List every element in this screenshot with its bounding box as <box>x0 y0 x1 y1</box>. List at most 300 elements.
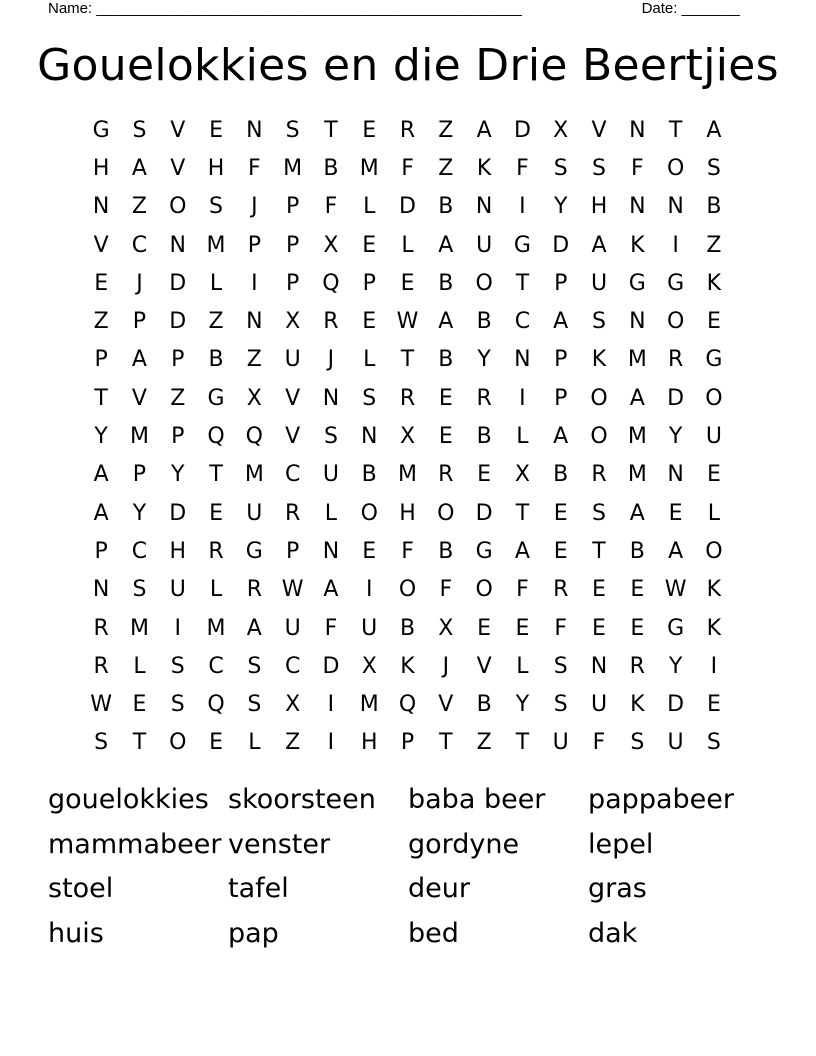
word-list-item: baba beer <box>408 784 546 815</box>
grid-letter[interactable]: E <box>362 232 377 258</box>
grid-letter[interactable]: S <box>170 692 185 718</box>
grid-letter[interactable]: E <box>630 577 645 603</box>
grid-letter[interactable]: L <box>209 577 223 603</box>
grid-letter[interactable]: C <box>131 232 148 258</box>
grid-letter[interactable]: V <box>476 653 492 679</box>
grid-letter[interactable]: O <box>590 385 608 411</box>
word-list <box>48 778 768 956</box>
grid-letter[interactable]: T <box>515 730 530 756</box>
grid-letter[interactable]: F <box>439 577 453 603</box>
grid-letter[interactable]: E <box>592 577 606 603</box>
grid-letter[interactable]: P <box>554 347 568 373</box>
grid-letter[interactable]: G <box>245 538 263 564</box>
grid-letter[interactable]: T <box>132 730 147 756</box>
grid-letter[interactable]: X <box>553 117 569 143</box>
grid-letter[interactable]: L <box>324 500 338 526</box>
grid-letter[interactable]: E <box>553 500 568 526</box>
grid-letter[interactable]: A <box>553 309 569 335</box>
grid-letter[interactable]: G <box>475 538 493 564</box>
grid-letter[interactable]: E <box>438 424 453 450</box>
grid-letter[interactable]: N <box>360 424 378 450</box>
grid-letter[interactable]: S <box>132 117 147 143</box>
grid-letter[interactable]: E <box>477 615 492 641</box>
grid-letter[interactable]: E <box>362 538 377 564</box>
grid-letter[interactable]: U <box>361 615 378 641</box>
grid-letter[interactable]: T <box>668 117 683 143</box>
grid-letter[interactable]: Y <box>171 462 185 488</box>
grid-letter[interactable]: A <box>438 309 454 335</box>
grid-letter[interactable]: E <box>706 309 721 335</box>
grid-letter[interactable]: S <box>592 500 606 526</box>
grid-letter[interactable]: A <box>476 117 492 143</box>
grid-letter[interactable]: U <box>246 500 263 526</box>
grid-letter[interactable]: R <box>629 653 645 679</box>
grid-letter[interactable]: S <box>247 653 262 679</box>
grid-letter[interactable]: G <box>628 270 646 296</box>
grid-letter[interactable]: E <box>668 500 683 526</box>
grid-letter[interactable]: W <box>396 309 419 335</box>
grid-letter[interactable]: A <box>93 500 109 526</box>
grid-letter[interactable]: L <box>363 194 376 220</box>
grid-letter[interactable]: X <box>361 653 377 679</box>
grid-letter[interactable]: L <box>248 730 261 756</box>
grid-letter[interactable]: L <box>707 500 721 526</box>
grid-letter[interactable]: G <box>705 347 723 373</box>
grid-letter[interactable]: P <box>285 194 300 220</box>
grid-letter[interactable]: R <box>93 615 109 641</box>
grid-letter[interactable]: E <box>209 500 223 526</box>
grid-letter[interactable]: U <box>552 730 569 756</box>
grid-letter[interactable]: M <box>129 424 149 450</box>
grid-letter[interactable]: U <box>169 577 186 603</box>
word-search-grid <box>82 111 733 762</box>
grid-letter[interactable]: M <box>627 347 647 373</box>
grid-letter[interactable]: S <box>630 730 645 756</box>
grid-letter[interactable]: P <box>285 538 300 564</box>
grid-letter[interactable]: D <box>667 692 685 718</box>
grid-letter[interactable]: K <box>630 232 645 258</box>
grid-letter[interactable]: F <box>516 155 529 181</box>
grid-letter[interactable]: Y <box>553 194 568 220</box>
grid-letter[interactable]: T <box>94 385 108 411</box>
grid-letter[interactable]: U <box>590 270 608 296</box>
grid-letter[interactable]: B <box>323 155 339 181</box>
grid-letter[interactable]: P <box>94 538 108 564</box>
grid-letter[interactable]: S <box>706 155 721 181</box>
word-list-item: gordyne <box>408 828 520 860</box>
word-list-item: tafel <box>228 873 289 904</box>
grid-letter[interactable]: T <box>400 347 415 373</box>
grid-letter[interactable]: B <box>438 347 454 373</box>
grid-letter[interactable]: I <box>327 692 335 718</box>
grid-letter[interactable]: U <box>590 692 608 718</box>
grid-letter[interactable]: R <box>284 500 301 526</box>
grid-letter[interactable]: A <box>668 538 684 564</box>
grid-letter[interactable]: N <box>322 385 340 411</box>
grid-letter[interactable]: S <box>362 385 377 411</box>
grid-letter[interactable]: A <box>131 347 147 373</box>
grid-letter[interactable]: O <box>666 155 685 181</box>
grid-letter[interactable]: A <box>553 424 569 450</box>
grid-letter[interactable]: I <box>251 270 258 296</box>
grid-letter[interactable]: S <box>553 155 568 181</box>
grid-letter[interactable]: J <box>136 270 143 296</box>
grid-letter[interactable]: B <box>476 424 492 450</box>
grid-letter[interactable]: V <box>93 232 109 258</box>
grid-letter[interactable]: A <box>438 232 454 258</box>
grid-letter[interactable]: H <box>169 538 187 564</box>
grid-letter[interactable]: S <box>553 692 568 718</box>
grid-letter[interactable]: V <box>285 424 301 450</box>
grid-letter[interactable]: A <box>706 117 722 143</box>
grid-letter[interactable]: Z <box>438 155 454 181</box>
grid-letter[interactable]: R <box>323 309 339 335</box>
grid-letter[interactable]: N <box>590 653 608 679</box>
grid-letter[interactable]: I <box>710 653 718 679</box>
grid-letter[interactable]: O <box>705 385 723 411</box>
grid-letter[interactable]: X <box>514 462 530 488</box>
grid-letter[interactable]: R <box>438 462 454 488</box>
grid-letter[interactable]: I <box>327 730 335 756</box>
grid-letter[interactable]: G <box>513 232 531 258</box>
grid-letter[interactable]: E <box>209 730 223 756</box>
date-field-label[interactable]: Date: _______ <box>641 0 740 17</box>
grid-letter[interactable]: R <box>667 347 684 373</box>
grid-letter[interactable]: D <box>322 653 340 679</box>
grid-letter[interactable]: Z <box>476 730 492 756</box>
grid-letter[interactable]: T <box>324 117 338 143</box>
grid-letter[interactable]: X <box>323 232 339 258</box>
grid-letter[interactable]: Q <box>207 692 225 718</box>
grid-letter[interactable]: O <box>169 194 187 220</box>
grid-letter[interactable]: D <box>169 270 187 296</box>
grid-letter[interactable]: P <box>132 309 147 335</box>
grid-letter[interactable]: G <box>207 385 225 411</box>
grid-letter[interactable]: L <box>516 653 529 679</box>
grid-letter[interactable]: S <box>285 117 300 143</box>
grid-letter[interactable]: V <box>438 692 454 718</box>
grid-letter[interactable]: V <box>170 117 186 143</box>
grid-letter[interactable]: O <box>398 577 417 603</box>
grid-letter[interactable]: T <box>439 730 453 756</box>
grid-letter[interactable]: A <box>323 577 339 603</box>
grid-letter[interactable]: C <box>284 462 301 488</box>
grid-letter[interactable]: K <box>591 347 607 373</box>
grid-letter[interactable]: S <box>706 730 721 756</box>
grid-letter[interactable]: Z <box>170 385 186 411</box>
grid-letter[interactable]: O <box>437 500 455 526</box>
grid-letter[interactable]: E <box>592 615 606 641</box>
grid-letter[interactable]: O <box>169 730 187 756</box>
grid-letter[interactable]: B <box>361 462 377 488</box>
grid-letter[interactable]: K <box>706 577 722 603</box>
grid-letter[interactable]: F <box>401 538 414 564</box>
grid-letter[interactable]: Q <box>245 424 263 450</box>
grid-letter[interactable]: D <box>667 385 685 411</box>
grid-letter[interactable]: B <box>706 194 722 220</box>
grid-letter[interactable]: P <box>285 270 300 296</box>
grid-letter[interactable]: V <box>285 385 301 411</box>
grid-letter[interactable]: K <box>476 155 492 181</box>
grid-letter[interactable]: B <box>438 270 454 296</box>
grid-letter[interactable]: V <box>131 385 147 411</box>
grid-letter[interactable]: S <box>323 424 338 450</box>
grid-letter[interactable]: P <box>554 270 568 296</box>
grid-letter[interactable]: G <box>667 270 685 296</box>
grid-letter[interactable]: S <box>132 577 147 603</box>
grid-letter[interactable]: U <box>284 347 301 373</box>
grid-letter[interactable]: E <box>362 117 377 143</box>
grid-letter[interactable]: Z <box>285 730 301 756</box>
grid-letter[interactable]: D <box>513 117 531 143</box>
grid-letter[interactable]: U <box>284 615 301 641</box>
grid-letter[interactable]: D <box>475 500 493 526</box>
grid-letter[interactable]: B <box>438 194 454 220</box>
grid-letter[interactable]: G <box>667 615 685 641</box>
grid-letter[interactable]: K <box>706 270 722 296</box>
grid-letter[interactable]: P <box>94 347 108 373</box>
grid-letter[interactable]: S <box>592 309 606 335</box>
grid-letter[interactable]: C <box>208 653 224 679</box>
grid-letter[interactable]: O <box>475 270 493 296</box>
grid-letter[interactable]: R <box>399 117 416 143</box>
grid-letter[interactable]: A <box>629 385 645 411</box>
grid-letter[interactable]: L <box>133 653 146 679</box>
grid-letter[interactable]: P <box>362 270 376 296</box>
grid-letter[interactable]: I <box>672 232 679 258</box>
grid-letter[interactable]: O <box>475 577 493 603</box>
grid-letter[interactable]: C <box>514 309 531 335</box>
grid-letter[interactable]: D <box>552 232 570 258</box>
grid-letter[interactable]: Z <box>208 309 224 335</box>
grid-letter[interactable]: A <box>93 462 109 488</box>
grid-letter[interactable]: E <box>94 270 109 296</box>
grid-letter[interactable]: B <box>399 615 416 641</box>
grid-letter[interactable]: T <box>209 462 223 488</box>
grid-letter[interactable]: Z <box>93 309 109 335</box>
grid-letter[interactable]: E <box>477 462 492 488</box>
grid-letter[interactable]: L <box>363 347 376 373</box>
word-list-item: venster <box>228 828 331 860</box>
grid-letter[interactable]: R <box>246 577 262 603</box>
grid-letter[interactable]: S <box>209 194 224 220</box>
grid-letter[interactable]: N <box>246 117 263 143</box>
grid-letter[interactable]: U <box>476 232 493 258</box>
grid-letter[interactable]: G <box>92 117 110 143</box>
grid-letter[interactable]: A <box>514 538 530 564</box>
grid-letter[interactable]: H <box>590 194 608 220</box>
grid-letter[interactable]: Q <box>398 692 417 718</box>
grid-letter[interactable]: F <box>248 155 261 181</box>
grid-letter[interactable]: S <box>247 692 262 718</box>
grid-letter[interactable]: X <box>285 692 301 718</box>
grid-letter[interactable]: E <box>706 692 721 718</box>
grid-letter[interactable]: T <box>592 538 606 564</box>
grid-letter[interactable]: N <box>92 194 110 220</box>
grid-letter[interactable]: N <box>322 538 340 564</box>
grid-letter[interactable]: D <box>169 309 187 335</box>
grid-letter[interactable]: Z <box>706 232 722 258</box>
grid-letter[interactable]: U <box>705 424 722 450</box>
grid-letter[interactable]: N <box>629 309 646 335</box>
grid-letter[interactable]: P <box>285 232 300 258</box>
grid-letter[interactable]: F <box>630 155 644 181</box>
grid-letter[interactable]: X <box>438 615 454 641</box>
grid-letter[interactable]: E <box>209 117 223 143</box>
grid-letter[interactable]: O <box>590 424 608 450</box>
grid-letter[interactable]: R <box>476 385 492 411</box>
grid-letter[interactable]: H <box>360 730 378 756</box>
grid-letter[interactable]: M <box>206 615 226 641</box>
grid-letter[interactable]: H <box>92 155 110 181</box>
grid-letter[interactable]: B <box>476 692 492 718</box>
name-field-label[interactable]: Name: ___________________________________________________ <box>48 0 522 17</box>
grid-letter[interactable]: E <box>515 615 530 641</box>
grid-letter[interactable]: N <box>246 309 263 335</box>
grid-letter[interactable]: V <box>170 155 186 181</box>
grid-letter[interactable]: P <box>171 424 185 450</box>
grid-letter[interactable]: K <box>706 615 722 641</box>
grid-letter[interactable]: N <box>629 194 646 220</box>
grid-letter[interactable]: R <box>93 653 109 679</box>
grid-letter[interactable]: J <box>251 194 258 220</box>
grid-letter[interactable]: Y <box>477 347 491 373</box>
grid-letter[interactable]: U <box>667 730 684 756</box>
grid-letter[interactable]: J <box>442 653 450 679</box>
grid-letter[interactable]: E <box>438 385 453 411</box>
grid-letter[interactable]: M <box>129 615 149 641</box>
grid-letter[interactable]: L <box>209 270 223 296</box>
grid-letter[interactable]: Z <box>246 347 262 373</box>
grid-letter[interactable]: H <box>399 500 416 526</box>
grid-letter[interactable]: M <box>627 462 647 488</box>
grid-letter[interactable]: R <box>553 577 569 603</box>
grid-letter[interactable]: Y <box>668 653 683 679</box>
grid-letter[interactable]: N <box>667 194 684 220</box>
grid-letter[interactable]: W <box>281 577 304 603</box>
grid-letter[interactable]: S <box>94 730 109 756</box>
grid-letter[interactable]: A <box>629 500 645 526</box>
grid-letter[interactable]: E <box>630 615 645 641</box>
grid-letter[interactable]: N <box>514 347 531 373</box>
grid-letter[interactable]: P <box>400 730 415 756</box>
grid-letter[interactable]: N <box>92 577 110 603</box>
grid-letter[interactable]: V <box>591 117 607 143</box>
grid-letter[interactable]: B <box>476 309 492 335</box>
grid-letter[interactable]: F <box>324 194 338 220</box>
grid-letter[interactable]: Y <box>132 500 147 526</box>
grid-letter[interactable]: X <box>246 385 262 411</box>
grid-letter[interactable]: O <box>666 309 685 335</box>
grid-letter[interactable]: E <box>400 270 415 296</box>
grid-letter[interactable]: M <box>398 462 418 488</box>
grid-letter[interactable]: T <box>515 270 530 296</box>
grid-letter[interactable]: A <box>246 615 262 641</box>
grid-letter[interactable]: U <box>322 462 339 488</box>
grid-letter[interactable]: S <box>170 653 185 679</box>
grid-letter[interactable]: E <box>362 309 377 335</box>
grid-letter[interactable]: K <box>400 653 415 679</box>
grid-letter[interactable]: T <box>515 500 530 526</box>
grid-letter[interactable]: B <box>629 538 645 564</box>
grid-letter[interactable]: I <box>519 194 526 220</box>
grid-letter[interactable]: R <box>591 462 607 488</box>
grid-letter[interactable]: M <box>627 424 647 450</box>
grid-letter[interactable]: X <box>399 424 416 450</box>
grid-letter[interactable]: I <box>174 615 181 641</box>
grid-letter[interactable]: E <box>132 692 147 718</box>
grid-letter[interactable]: I <box>519 385 526 411</box>
grid-letter[interactable]: O <box>360 500 378 526</box>
grid-letter[interactable]: K <box>630 692 645 718</box>
grid-letter[interactable]: Q <box>207 424 225 450</box>
grid-letter[interactable]: N <box>667 462 684 488</box>
grid-letter[interactable]: C <box>284 653 301 679</box>
grid-letter[interactable]: E <box>706 462 721 488</box>
grid-letter[interactable]: M <box>206 232 226 258</box>
grid-letter[interactable]: S <box>592 155 606 181</box>
grid-letter[interactable]: F <box>401 155 414 181</box>
grid-letter[interactable]: P <box>554 385 568 411</box>
grid-letter[interactable]: Q <box>322 270 340 296</box>
grid-letter[interactable]: R <box>208 538 224 564</box>
grid-letter[interactable]: F <box>324 615 338 641</box>
grid-letter[interactable]: P <box>132 462 147 488</box>
grid-letter[interactable]: L <box>516 424 529 450</box>
grid-letter[interactable]: X <box>285 309 301 335</box>
grid-letter[interactable]: B <box>553 462 569 488</box>
word-list-item: lepel <box>588 828 654 860</box>
grid-letter[interactable]: C <box>131 538 148 564</box>
grid-letter[interactable]: J <box>327 347 335 373</box>
grid-letter[interactable]: B <box>438 538 454 564</box>
grid-letter[interactable]: N <box>629 117 646 143</box>
grid-letter[interactable]: Z <box>131 194 147 220</box>
grid-letter[interactable]: P <box>171 347 185 373</box>
grid-letter[interactable]: M <box>359 692 379 718</box>
grid-letter[interactable]: W <box>90 692 113 718</box>
grid-letter[interactable]: P <box>247 232 261 258</box>
grid-letter[interactable]: Y <box>668 424 683 450</box>
grid-letter[interactable]: N <box>475 194 493 220</box>
grid-letter[interactable]: S <box>553 653 568 679</box>
grid-letter[interactable]: E <box>553 538 568 564</box>
grid-letter[interactable]: N <box>169 232 186 258</box>
grid-letter[interactable]: F <box>592 730 606 756</box>
grid-letter[interactable]: D <box>169 500 187 526</box>
grid-letter[interactable]: R <box>399 385 416 411</box>
grid-letter[interactable]: Z <box>438 117 454 143</box>
grid-letter[interactable]: Y <box>94 424 108 450</box>
word-list-item: huis <box>48 917 104 949</box>
grid-letter[interactable]: A <box>591 232 607 258</box>
grid-letter[interactable]: D <box>399 194 416 220</box>
grid-letter[interactable]: A <box>131 155 147 181</box>
grid-letter[interactable]: I <box>365 577 373 603</box>
grid-letter[interactable]: M <box>359 155 379 181</box>
grid-letter[interactable]: Y <box>515 692 530 718</box>
grid-letter[interactable]: M <box>244 462 264 488</box>
word-list-item: bed <box>408 917 459 949</box>
grid-letter[interactable]: F <box>516 577 529 603</box>
grid-letter[interactable]: L <box>401 232 414 258</box>
grid-letter[interactable]: B <box>208 347 224 373</box>
grid-letter[interactable]: M <box>283 155 303 181</box>
grid-letter[interactable]: H <box>207 155 225 181</box>
grid-letter[interactable]: O <box>705 538 723 564</box>
grid-letter[interactable]: F <box>554 615 568 641</box>
grid-letter[interactable]: W <box>664 577 687 603</box>
